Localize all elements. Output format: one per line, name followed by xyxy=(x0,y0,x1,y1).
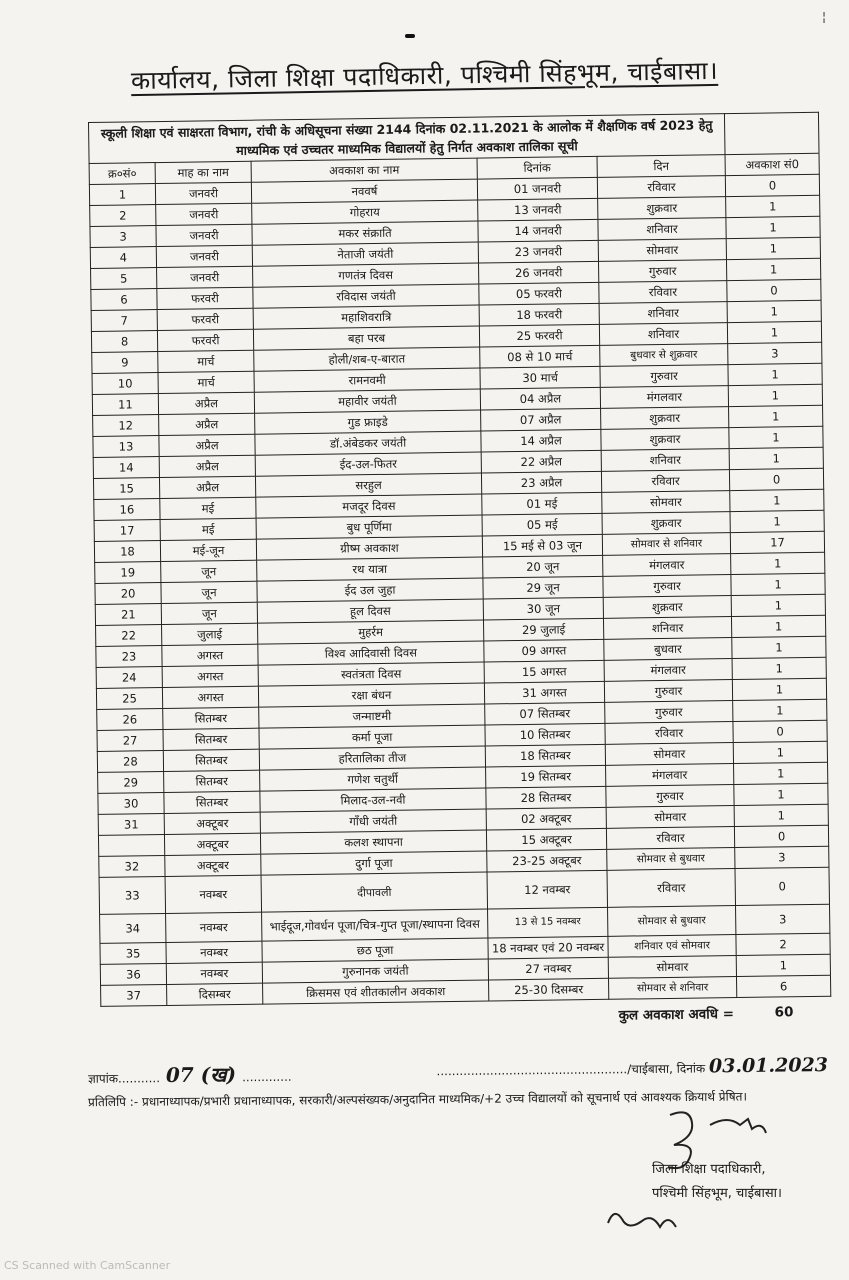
table-cell: 1 xyxy=(734,762,828,784)
table-cell: बुध पूर्णिमा xyxy=(256,515,482,539)
total-label: कुल अवकाश अवधि = xyxy=(618,1006,735,1024)
table-cell: 1 xyxy=(731,615,825,637)
table-cell: 5 xyxy=(91,268,157,290)
holiday-table xyxy=(88,112,832,1037)
table-cell: अगस्त xyxy=(162,686,258,708)
table-cell: होली/शब-ए-बारात xyxy=(254,347,480,371)
table-cell: रक्षा बंधन xyxy=(258,683,484,707)
table-cell: सोमवार xyxy=(598,239,726,262)
table-cell: शनिवार xyxy=(601,449,729,472)
scanner-watermark: CS Scanned with CamScanner xyxy=(4,1259,171,1272)
table-cell: फरवरी xyxy=(157,308,253,330)
table-cell: 14 जनवरी xyxy=(478,219,598,242)
table-cell: गाँधी जयंती xyxy=(260,809,486,833)
table-cell: रविवार xyxy=(597,176,725,199)
table-cell: सोमवार xyxy=(608,956,736,979)
table-cell: शनिवार xyxy=(603,617,731,640)
table-cell: हरितालिका तीज xyxy=(259,746,485,770)
table-cell: रविवार xyxy=(607,869,736,908)
copy-note: प्रतिलिपि :- प्रधानाध्यापक/प्रभारी प्रधानाध्यापक, सरकारी/अल्पसंख्यक/अनुदानित माध्यमिक/+2 उच्च विद्यालयों को सूचनार्थ एवं आवश्यक क्रियार्थ प्रेषित। xyxy=(87,1089,748,1110)
table-cell: 12 xyxy=(93,415,159,437)
table-cell: गुरुवार xyxy=(605,701,733,724)
table-cell: 0 xyxy=(725,174,819,196)
table-cell: 16 xyxy=(94,499,160,521)
table-cell: अप्रैल xyxy=(159,455,255,477)
total-value: 60 xyxy=(774,1004,794,1021)
table-cell: 01 मई xyxy=(482,492,602,515)
table-cell: अक्टूबर xyxy=(165,854,261,876)
table-cell: गुरुवार xyxy=(603,575,731,598)
table-cell: 10 xyxy=(92,373,158,395)
table-cell: जून xyxy=(161,560,257,582)
table-cell: गुरुवार xyxy=(606,785,734,808)
table-cell: मुहर्रम xyxy=(258,620,484,644)
table-cell: शुक्रवार xyxy=(601,428,729,451)
office-title-text: कार्यालय, जिला शिक्षा पदाधिकारी, पश्चिमी सिंहभूम, चाईबासा। xyxy=(130,55,719,96)
table-cell: 31 अगस्त xyxy=(484,681,604,704)
table-cell: बुधवार से शुक्रवार xyxy=(600,344,728,367)
table-cell: 1 xyxy=(731,552,825,574)
table-cell: 18 नवम्बर एवं 20 नवम्बर xyxy=(488,936,608,959)
column-header: अवकाश सं0 xyxy=(725,153,819,175)
table-cell: नवम्बर xyxy=(166,941,262,963)
table-cell: गणतंत्र दिवस xyxy=(253,263,479,287)
table-cell: 13 जनवरी xyxy=(478,198,598,221)
table-cell: जनवरी xyxy=(157,266,253,288)
table-cell: 8 xyxy=(91,331,157,353)
table-cell: 9 xyxy=(92,352,158,374)
table-cell: 0 xyxy=(733,720,827,742)
table-cell: बुधवार xyxy=(604,638,732,661)
table-cell: 10 सितम्बर xyxy=(485,723,605,746)
table-cell: शनिवार एवं सोमवार xyxy=(608,935,736,958)
table-cell: 07 सितम्बर xyxy=(485,702,605,725)
table-cell: मार्च xyxy=(158,350,254,372)
table-cell: क्रिसमस एवं शीतकालीन अवकाश xyxy=(263,980,489,1004)
table-cell: शुक्रवार xyxy=(602,512,730,535)
table-cell: 15 अक्टूबर xyxy=(486,828,606,851)
table-cell: 25 xyxy=(96,688,162,710)
table-cell: दीपावली xyxy=(261,872,487,912)
table-cell: डॉ.अंबेडकर जयंती xyxy=(255,431,481,455)
table-cell: 17 xyxy=(730,531,824,553)
table-cell: 30 xyxy=(98,793,164,815)
table-cell: 18 xyxy=(94,541,160,563)
table-cell: 35 xyxy=(100,942,166,964)
table-cell: जून xyxy=(161,602,257,624)
column-header: दिन xyxy=(597,155,725,178)
table-cell: सोमवार से शनिवार xyxy=(602,533,730,556)
table-cell xyxy=(98,835,164,857)
table-cell: 30 मार्च xyxy=(480,366,600,389)
table-cell: 0 xyxy=(727,279,821,301)
table-cell: अप्रैल xyxy=(159,476,255,498)
table-cell: 23-25 अक्टूबर xyxy=(487,849,607,872)
table-cell: जन्माष्टमी xyxy=(259,704,485,728)
place-date: ................................................../चाईबासा, दिनांक 03.01.2023 xyxy=(436,1054,829,1079)
table-cell: गुरुवार xyxy=(600,365,728,388)
table-cell: मकर संक्राति xyxy=(252,221,478,245)
table-cell: गोहराय xyxy=(252,200,478,224)
table-cell: 25-30 दिसम्बर xyxy=(489,978,609,1001)
table-cell: 28 सितम्बर xyxy=(486,786,606,809)
table-cell: 08 से 10 मार्च xyxy=(480,345,600,368)
margin-mark: ¦ xyxy=(822,10,827,24)
table-cell: फरवरी xyxy=(157,287,253,309)
table-cell: भाईदूज,गोवर्धन पूजा/चित्र-गुप्त पूजा/स्थापना दिवस xyxy=(262,909,488,941)
table-cell: 1 xyxy=(731,573,825,595)
table-cell: 14 अप्रैल xyxy=(481,429,601,452)
table-cell: 22 xyxy=(96,625,162,647)
table-cell: मई-जून xyxy=(160,539,256,561)
table-cell: शुक्रवार xyxy=(601,407,729,430)
table-cell: 04 अप्रैल xyxy=(480,387,600,410)
table-cell: अक्टूबर xyxy=(164,833,260,855)
table-cell: मिलाद-उल-नवी xyxy=(260,788,486,812)
table-cell: गुरुनानक जयंती xyxy=(262,959,488,983)
table-cell: 0 xyxy=(735,867,830,905)
table-cell: बहा परब xyxy=(253,326,479,350)
signatory-block xyxy=(652,1158,782,1206)
table-cell: स्वतंत्रता दिवस xyxy=(258,662,484,686)
table-cell: 3 xyxy=(90,226,156,248)
table-cell: सितम्बर xyxy=(164,791,260,813)
table-cell: 20 xyxy=(95,583,161,605)
table-cell: शनिवार xyxy=(599,302,727,325)
table-cell: 28 xyxy=(97,751,163,773)
table-cell: 29 जून xyxy=(483,576,603,599)
table-cell: 30 जून xyxy=(483,597,603,620)
table-cell: 1 xyxy=(732,678,826,700)
table-cell: 01 जनवरी xyxy=(477,177,597,200)
table-cell: रविवार xyxy=(601,470,729,493)
table-cell: 0 xyxy=(734,825,828,847)
table-cell: 18 फरवरी xyxy=(479,303,599,326)
table-cell: अक्टूबर xyxy=(164,812,260,834)
memo-date: 03.01.2023 xyxy=(708,1054,829,1078)
table-cell: सितम्बर xyxy=(163,707,259,729)
table-cell: 1 xyxy=(728,384,822,406)
table-cell: अप्रैल xyxy=(159,434,255,456)
table-cell: 6 xyxy=(91,289,157,311)
table-cell: मार्च xyxy=(158,371,254,393)
table-cell: 1 xyxy=(727,321,821,343)
table-cell: 22 अप्रैल xyxy=(481,450,601,473)
table-cell: 20 जून xyxy=(483,555,603,578)
table-cell: रविवार xyxy=(599,281,727,304)
table-cell: मजदूर दिवस xyxy=(256,494,482,518)
memo-reference: ज्ञापांक........... 07 (ख) ............. ................................................../चाईबासा, दिनांक 03.01.2023 xyxy=(87,1054,829,1088)
table-cell: 3 xyxy=(736,904,830,934)
table-cell: रविवार xyxy=(606,827,734,850)
table-cell: अप्रैल xyxy=(159,413,255,435)
table-cell: ग्रीष्म अवकाश xyxy=(256,536,482,560)
table-cell: अगस्त xyxy=(162,644,258,666)
table-cell: सोमवार से बुधवार xyxy=(607,848,735,871)
table-cell: सितम्बर xyxy=(163,749,259,771)
memo-label: ज्ञापांक xyxy=(87,1071,119,1086)
table-cell: 1 xyxy=(728,363,822,385)
scan-artifact xyxy=(405,34,415,38)
column-header: अवकाश का नाम xyxy=(251,158,477,182)
table-cell: अगस्त xyxy=(162,665,258,687)
column-header: माह का नाम xyxy=(155,161,251,183)
table-cell: 1 xyxy=(734,783,828,805)
table-cell: 1 xyxy=(733,699,827,721)
table-cell: 1 xyxy=(732,657,826,679)
table-cell: रविदास जयंती xyxy=(253,284,479,308)
table-cell: मंगलवार xyxy=(603,554,731,577)
table-cell: 14 xyxy=(93,457,159,479)
table-cell: शुक्रवार xyxy=(603,596,731,619)
table-cell: 13 से 15 नवम्बर xyxy=(488,907,608,938)
table-cell: 21 xyxy=(95,604,161,626)
table-cell: ईद उल जुहा xyxy=(257,578,483,602)
table-cell: नवम्बर xyxy=(165,875,262,913)
table-cell: 26 xyxy=(97,709,163,731)
table-cell: शनिवार xyxy=(598,218,726,241)
table-cell: 0 xyxy=(729,468,823,490)
table-cell: नवम्बर xyxy=(166,962,262,984)
table-cell: 11 xyxy=(92,394,158,416)
table-cell: 2 xyxy=(736,933,830,955)
table-cell: नेताजी जयंती xyxy=(252,242,478,266)
table-cell: सितम्बर xyxy=(163,728,259,750)
table-cell: सोमवार xyxy=(602,491,730,514)
table-cell: 7 xyxy=(91,310,157,332)
table-cell: 18 सितम्बर xyxy=(485,744,605,767)
table-cell: महाशिवरात्रि xyxy=(253,305,479,329)
table-cell: जनवरी xyxy=(156,224,252,246)
table-cell: सोमवार से बुधवार xyxy=(608,906,736,937)
table-cell: 29 xyxy=(98,772,164,794)
table-cell: सोमवार xyxy=(606,806,734,829)
table-cell: 36 xyxy=(100,963,166,985)
table-heading-spare xyxy=(724,112,819,154)
table-cell: मई xyxy=(160,518,256,540)
table-cell: रविवार xyxy=(605,722,733,745)
table-cell: 3 xyxy=(728,342,822,364)
table-cell: शनिवार xyxy=(599,323,727,346)
place-date-label: /चाईबासा, दिनांक xyxy=(627,1061,706,1077)
table-cell: 19 xyxy=(95,562,161,584)
table-cell: जनवरी xyxy=(156,245,252,267)
table-cell: 2 xyxy=(90,205,156,227)
table-cell: 1 xyxy=(731,594,825,616)
table-cell: 1 xyxy=(733,741,827,763)
table-cell: जून xyxy=(161,581,257,603)
table-cell: 17 xyxy=(94,520,160,542)
table-cell: 1 xyxy=(736,954,830,976)
table-cell: सरहुल xyxy=(255,473,481,497)
table-cell: 1 xyxy=(730,510,824,532)
table-cell: दुर्गा पूजा xyxy=(261,851,487,875)
table-cell: कलश स्थापना xyxy=(260,830,486,854)
table-cell: हूल दिवस xyxy=(257,599,483,623)
table-cell: मंगलवार xyxy=(606,764,734,787)
table-cell: 6 xyxy=(737,975,831,997)
table-cell: 23 xyxy=(96,646,162,668)
table-cell: 27 xyxy=(97,730,163,752)
office-title xyxy=(0,51,849,100)
table-cell: 1 xyxy=(727,300,821,322)
table-cell: 1 xyxy=(89,184,155,206)
table-cell: 33 xyxy=(99,876,166,914)
table-cell: मंगलवार xyxy=(600,386,728,409)
table-cell: 15 xyxy=(93,478,159,500)
table-cell: 02 अक्टूबर xyxy=(486,807,606,830)
table-cell: 15 मई से 03 जून xyxy=(482,534,602,557)
table-cell: 1 xyxy=(727,258,821,280)
table-cell: गुरुवार xyxy=(604,680,732,703)
table-cell: गणेश चतुर्थी xyxy=(260,767,486,791)
table-cell: 07 अप्रैल xyxy=(481,408,601,431)
table-cell: 05 फरवरी xyxy=(479,282,599,305)
table-cell: 23 अप्रैल xyxy=(481,471,601,494)
table-cell: गुड फ्राइडे xyxy=(255,410,481,434)
table-cell: मई xyxy=(160,497,256,519)
holiday-document xyxy=(88,112,831,1037)
table-cell: 27 नवम्बर xyxy=(488,957,608,980)
table-cell: 1 xyxy=(729,447,823,469)
table-cell: 25 फरवरी xyxy=(479,324,599,347)
table-cell: सोमवार से शनिवार xyxy=(609,977,737,1000)
table-cell: ईद-उल-फितर xyxy=(255,452,481,476)
table-cell: 19 सितम्बर xyxy=(486,765,606,788)
table-cell: 1 xyxy=(729,426,823,448)
table-cell: जनवरी xyxy=(156,203,252,225)
column-header: क्र०सं० xyxy=(89,163,155,185)
table-cell: गुरुवार xyxy=(598,260,726,283)
table-cell: दिसम्बर xyxy=(167,983,263,1005)
table-cell: 3 xyxy=(735,846,829,868)
table-cell: छठ पूजा xyxy=(262,938,488,962)
signatory-location: पश्चिमी सिंहभूम, चाईबासा। xyxy=(652,1186,782,1201)
table-cell: 1 xyxy=(726,237,820,259)
table-cell: रामनवमी xyxy=(254,368,480,392)
column-header: दिनांक xyxy=(477,156,597,179)
table-cell: फरवरी xyxy=(157,329,253,351)
table-cell: 31 xyxy=(98,814,164,836)
table-cell: 15 अगस्त xyxy=(484,660,604,683)
table-cell: नवम्बर xyxy=(166,912,262,942)
table-cell: 26 जनवरी xyxy=(479,261,599,284)
table-cell: मंगलवार xyxy=(604,659,732,682)
table-cell: रथ यात्रा xyxy=(257,557,483,581)
table-cell: जुलाई xyxy=(162,623,258,645)
table-cell: 23 जनवरी xyxy=(478,240,598,263)
table-cell: 1 xyxy=(730,489,824,511)
table-cell: 32 xyxy=(99,855,165,877)
table-cell: 24 xyxy=(96,667,162,689)
table-cell: 1 xyxy=(726,195,820,217)
table-body xyxy=(89,174,830,1006)
table-cell: 1 xyxy=(726,216,820,238)
table-cell: 4 xyxy=(90,247,156,269)
table-cell: 1 xyxy=(729,405,823,427)
table-cell: नववर्ष xyxy=(251,179,477,203)
table-cell: शुक्रवार xyxy=(598,197,726,220)
table-cell: महावीर जयंती xyxy=(254,389,480,413)
table-cell: विश्व आदिवासी दिवस xyxy=(258,641,484,665)
signatory-designation: जिला शिक्षा पदाधिकारी, xyxy=(652,1162,766,1177)
table-cell: 12 नवम्बर xyxy=(487,870,608,909)
table-cell: कर्मा पूजा xyxy=(259,725,485,749)
table-cell: 29 जुलाई xyxy=(483,618,603,641)
memo-number: 07 (ख) xyxy=(165,1062,237,1088)
table-cell: 1 xyxy=(734,804,828,826)
table-cell: 1 xyxy=(732,636,826,658)
table-heading: स्कूली शिक्षा एवं साक्षरता विभाग, रांची के अधिसूचना संख्या 2144 दिनांक 02.11.2021 के आलोक में शैक्षणिक वर्ष 2023 हेतु माध्यमिक एवं उच्चतर माध्यमिक विद्यालयों हेतु निर्गत अवकाश तालिका सूची xyxy=(89,114,726,164)
table-cell: सितम्बर xyxy=(164,770,260,792)
table-cell: 09 अगस्त xyxy=(484,639,604,662)
table-cell: जनवरी xyxy=(155,182,251,204)
table-cell: अप्रैल xyxy=(158,392,254,414)
table-cell: 13 xyxy=(93,436,159,458)
table-cell: 37 xyxy=(101,984,167,1006)
table-cell: 05 मई xyxy=(482,513,602,536)
table-cell: सोमवार xyxy=(605,743,733,766)
table-cell: 34 xyxy=(100,913,166,943)
